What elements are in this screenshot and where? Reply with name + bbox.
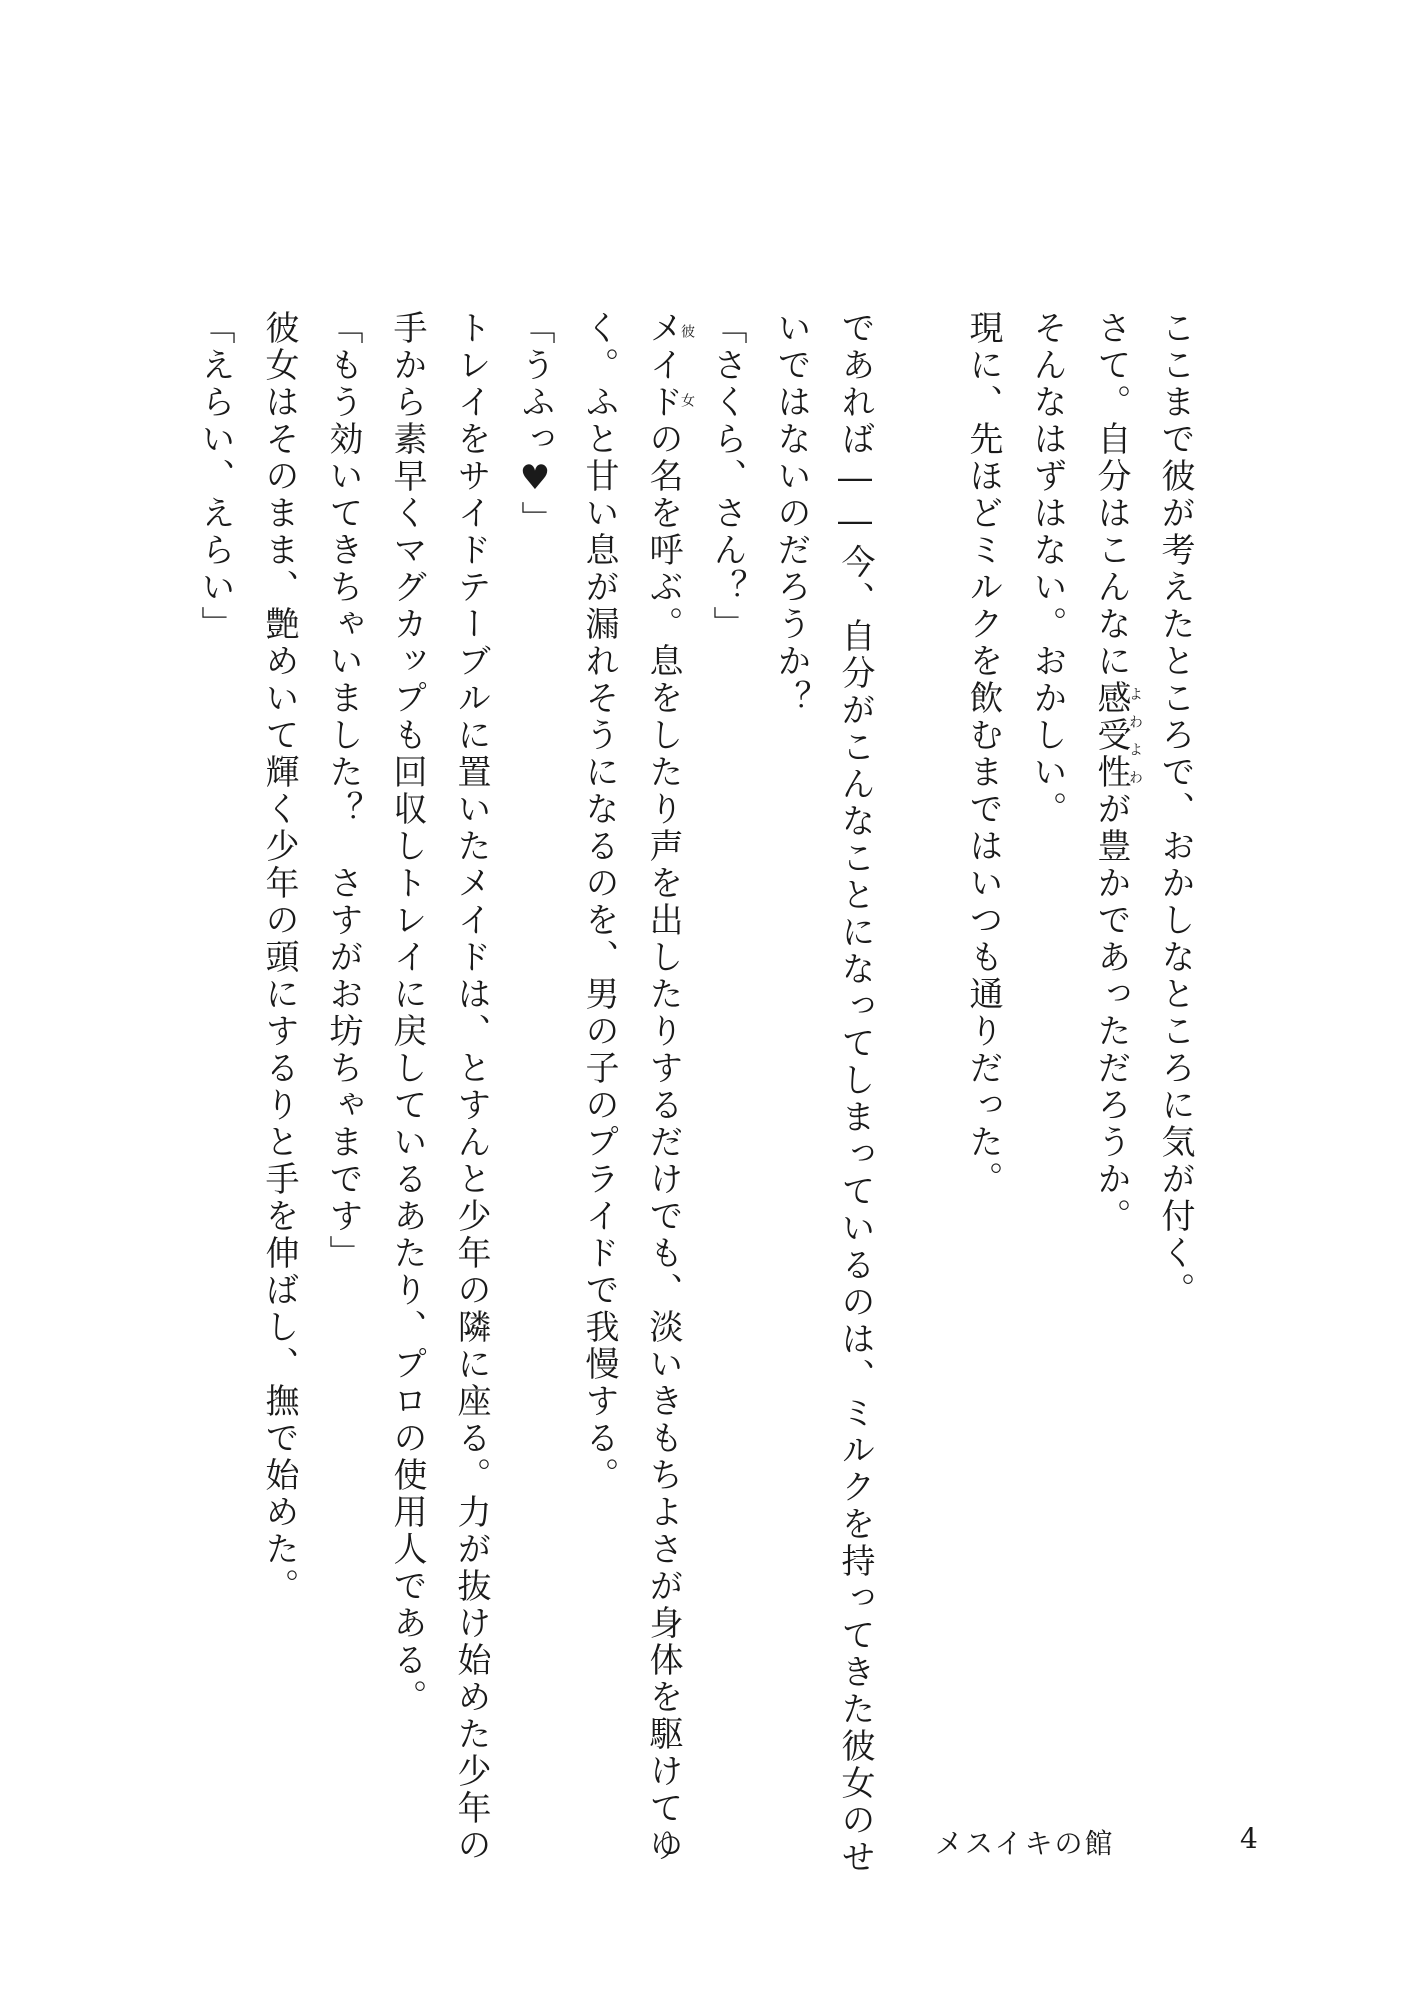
ruby-kanojo (643, 310, 695, 421)
text-line-7: いではないのだろうか？ (771, 310, 811, 717)
text-line-9: メイド彼女の名を呼ぶ。息をしたり声を出したりするだけでも、淡いきもちよさが身体を駆けてゆ (643, 310, 695, 1864)
text-line-12: トレイをサイドテーブルに置いたメイドは、とすんと少年の隣に座る。力が抜け始めた少年の (451, 310, 491, 1864)
paragraph-break (887, 310, 951, 1710)
text-line-4: 現に、先ほどミルクを飲むまではいつも通りだった。 (963, 310, 1003, 1198)
text-line-10: く。ふと甘い息が漏れそうになるのを、男の子のプライドで我慢する。 (579, 310, 619, 1494)
text-line-8: 「さくら、さん？」 (707, 310, 747, 643)
ruby-kanjusei: 感受性よわよわ (1091, 680, 1143, 791)
footer-book-title: メスイキの館 (935, 1827, 1115, 1860)
text-line-13: 手から素早くマグカップも回収しトレイに戻しているあたり、プロの使用人である。 (387, 310, 427, 1716)
text-line-2: さて。自分はこんなに感受性よわよわが豊かであっただろうか。 (1091, 310, 1143, 1235)
text-line-1: ここまで彼が考えたところで、おかしなところに気が付く。 (1155, 310, 1195, 1309)
footer-page-number: 4 (1240, 1822, 1258, 1855)
text-line-14: 「もう効いてきちゃいました？ さすがお坊ちゃまです」 (323, 310, 363, 1272)
text-line-15: 彼女はそのまま、艶めいて輝く少年の頭にするりと手を伸ばし、撫で始めた。 (259, 310, 299, 1605)
text-line-11: 「うふっ♥」 (515, 310, 555, 538)
text-line-6: であれば――今、自分がこんなことになってしまっているのは、ミルクを持ってきた彼女のせ (835, 310, 875, 1876)
ruby-kanjusei-reading: よわよわ (1127, 680, 1143, 791)
text-line-3: そんなはずはない。おかしい。 (1027, 310, 1067, 828)
ruby-kanojo-base: メイド (643, 310, 683, 421)
text-line-16: 「えらい、えらい」 (195, 310, 235, 643)
ruby-kanojo-reading: 彼女 (679, 310, 695, 421)
